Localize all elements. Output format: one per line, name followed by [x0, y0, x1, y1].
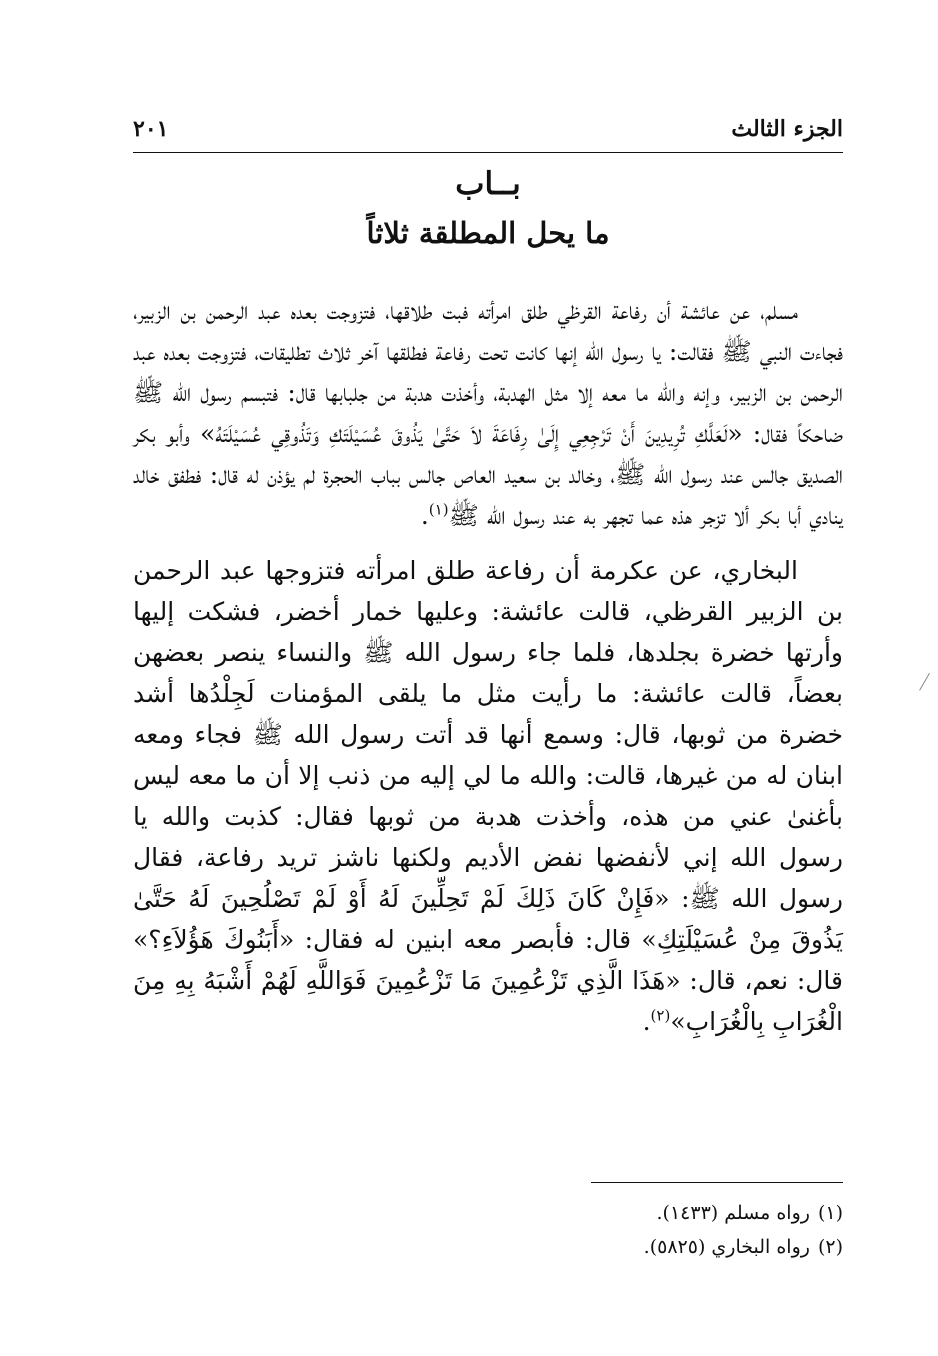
paragraph-text: مسلم، عن عائشة أن رفاعة القرظي طلق امرأته فبت طلاقها، فتزوجت بعده عبد الرحمن بن الزبير، فجاءت النبي ﷺ فقالت: يا رسول الله إنها كانت تحت رفاعة فطلقها آخر ثلاث تطليقات، فتزوجت بعده عبد الرحمن بن الزبير، وإنه والله ما معه إلا مثل الهدبة، وأخذت هدبة من جلبابها قال: فتبسم رسول الله ﷺ ضاحكاً فقال: «لَعَلَّكِ تُرِيدِينَ أَنْ تَرْجِعِي إِلَىٰ رِفَاعَةَ لاَ حَتَّىٰ يَذُوقَ عُسَيْلَتَكِ وَتَذُوقِي عُسَيْلَتَهُ» وأبو بكر الصديق جالس عند رسول الله ﷺ، وخالد بن سعيد العاص جالس بباب الحجرة لم يؤذن له قال: فطفق خالد ينادي أبا بكر ألا تزجر هذه عما تجهر به عند رسول الله ﷺ	[133, 296, 843, 530]
header-divider	[133, 152, 843, 153]
footnote-number: (١)	[817, 1202, 843, 1224]
footnote	[343, 1230, 843, 1264]
footnote-text: رواه البخاري (٥٨٢٥).	[643, 1236, 810, 1258]
footnote-text: رواه مسلم (١٤٣٣).	[656, 1202, 810, 1224]
footnote-reference: (١)	[428, 500, 449, 519]
paragraph-bukhari: البخاري، عن عكرمة أن رفاعة طلق امرأته فتزوجها عبد الرحمن بن الزبير القرظي، قالت عائشة: وعليها خمار أخضر، فشكت إليها وأرتها خضرة بجلدها، فلما جاء رسول الله ﷺ والنساء ينصر بعضهن بعضاً، قالت عائشة: ما رأيت مثل ما يلقى المؤمنات لَجِلْدُها أشد خضرة من ثوبها، قال: وسمع أنها قد أتت رسول الله ﷺ فجاء ومعه ابنان له من غيرها، قالت: والله ما لي إليه من ذنب إلا أن ما معه ليس بأغنىٰ عني من هذه، وأخذت هدبة من ثوبها فقال: كذبت والله يا رسول الله إني لأنفضها نفض الأديم ولكنها ناشز تريد رفاعة، فقال رسول الله ﷺ: «فَإِنْ كَانَ ذَلِكَ لَمْ تَحِلِّينَ لَهُ أَوْ لَمْ تَصْلُحِينَ لَهُ حَتَّىٰ يَذُوقَ مِنْ عُسَيْلَتِكِ» قال: فأبصر معه ابنين له فقال: «أَبَنُوكَ هَؤُلاَءِ؟» قال: نعم، قال: «هَذَا الَّذِي تَزْعُمِينَ مَا تَزْعُمِينَ فَوَاللَّهِ لَهُمْ أَشْبَهُ بِهِ مِنَ الْغُرَابِ بِالْغُرَابِ»$^{(٢)}$.	[133, 556, 843, 1036]
paragraph-muslim: مسلم، عن عائشة أن رفاعة القرظي طلق امرأته فبت طلاقها، فتزوجت بعده عبد الرحمن بن الزبير، فجاءت النبي ﷺ فقالت: يا رسول الله إنها كانت تحت رفاعة فطلقها آخر ثلاث تطليقات، فتزوجت بعده عبد الرحمن بن الزبير، وإنه والله ما معه إلا مثل الهدبة، وأخذت هدبة من جلبابها قال: فتبسم رسول الله ﷺ ضاحكاً فقال: «لَعَلَّكِ تُرِيدِينَ أَنْ تَرْجِعِي إِلَىٰ رِفَاعَةَ لاَ حَتَّىٰ يَذُوقَ عُسَيْلَتَكِ وَتَذُوقِي عُسَيْلَتَهُ» وأبو بكر الصديق جالس عند رسول الله ﷺ، وخالد بن سعيد العاص جالس بباب الحجرة لم يؤذن له قال: فطفق خالد ينادي أبا بكر ألا تزجر هذه عما تجهر به عند رسول الله ﷺ$^{(١)}$.	[133, 296, 843, 530]
running-header	[133, 112, 843, 146]
margin-scratch-mark	[919, 673, 931, 691]
paragraph-text: البخاري، عن عكرمة أن رفاعة طلق امرأته فتزوجها عبد الرحمن بن الزبير القرظي، قالت عائشة: وعليها خمار أخضر، فشكت إليها وأرتها خضرة بجلدها، فلما جاء رسول الله ﷺ والنساء ينصر بعضهن بعضاً، قالت عائشة: ما رأيت مثل ما يلقى المؤمنات لَجِلْدُها أشد خضرة من ثوبها، قال: وسمع أنها قد أتت رسول الله ﷺ فجاء ومعه ابنان له من غيرها، قالت: والله ما لي إليه من ذنب إلا أن ما معه ليس بأغنىٰ عني من هذه، وأخذت هدبة من ثوبها فقال: كذبت والله يا رسول الله إني لأنفضها نفض الأديم ولكنها ناشز تريد رفاعة، فقال رسول الله ﷺ: «فَإِنْ كَانَ ذَلِكَ لَمْ تَحِلِّينَ لَهُ أَوْ لَمْ تَصْلُحِينَ لَهُ حَتَّىٰ يَذُوقَ مِنْ عُسَيْلَتِكِ» قال: فأبصر معه ابنين له فقال: «أَبَنُوكَ هَؤُلاَءِ؟» قال: نعم، قال: «هَذَا الَّذِي تَزْعُمِينَ مَا تَزْعُمِينَ فَوَاللَّهِ لَهُمْ أَشْبَهُ بِهِ مِنَ الْغُرَابِ بِالْغُرَابِ»	[133, 556, 843, 1036]
chapter-label: بــاب	[455, 166, 521, 202]
part-title: الجزء الثالث	[731, 116, 843, 142]
footnote-number: (٢)	[817, 1236, 843, 1258]
footnotes	[343, 1196, 843, 1264]
footnote-reference: (٢)	[650, 1006, 671, 1025]
page-number: ٢٠١	[133, 116, 169, 142]
main-text	[133, 290, 843, 1042]
footnote-divider	[591, 1182, 843, 1183]
section-title: ما يحل المطلقة ثلاثاً	[366, 216, 610, 250]
footnote	[343, 1196, 843, 1230]
